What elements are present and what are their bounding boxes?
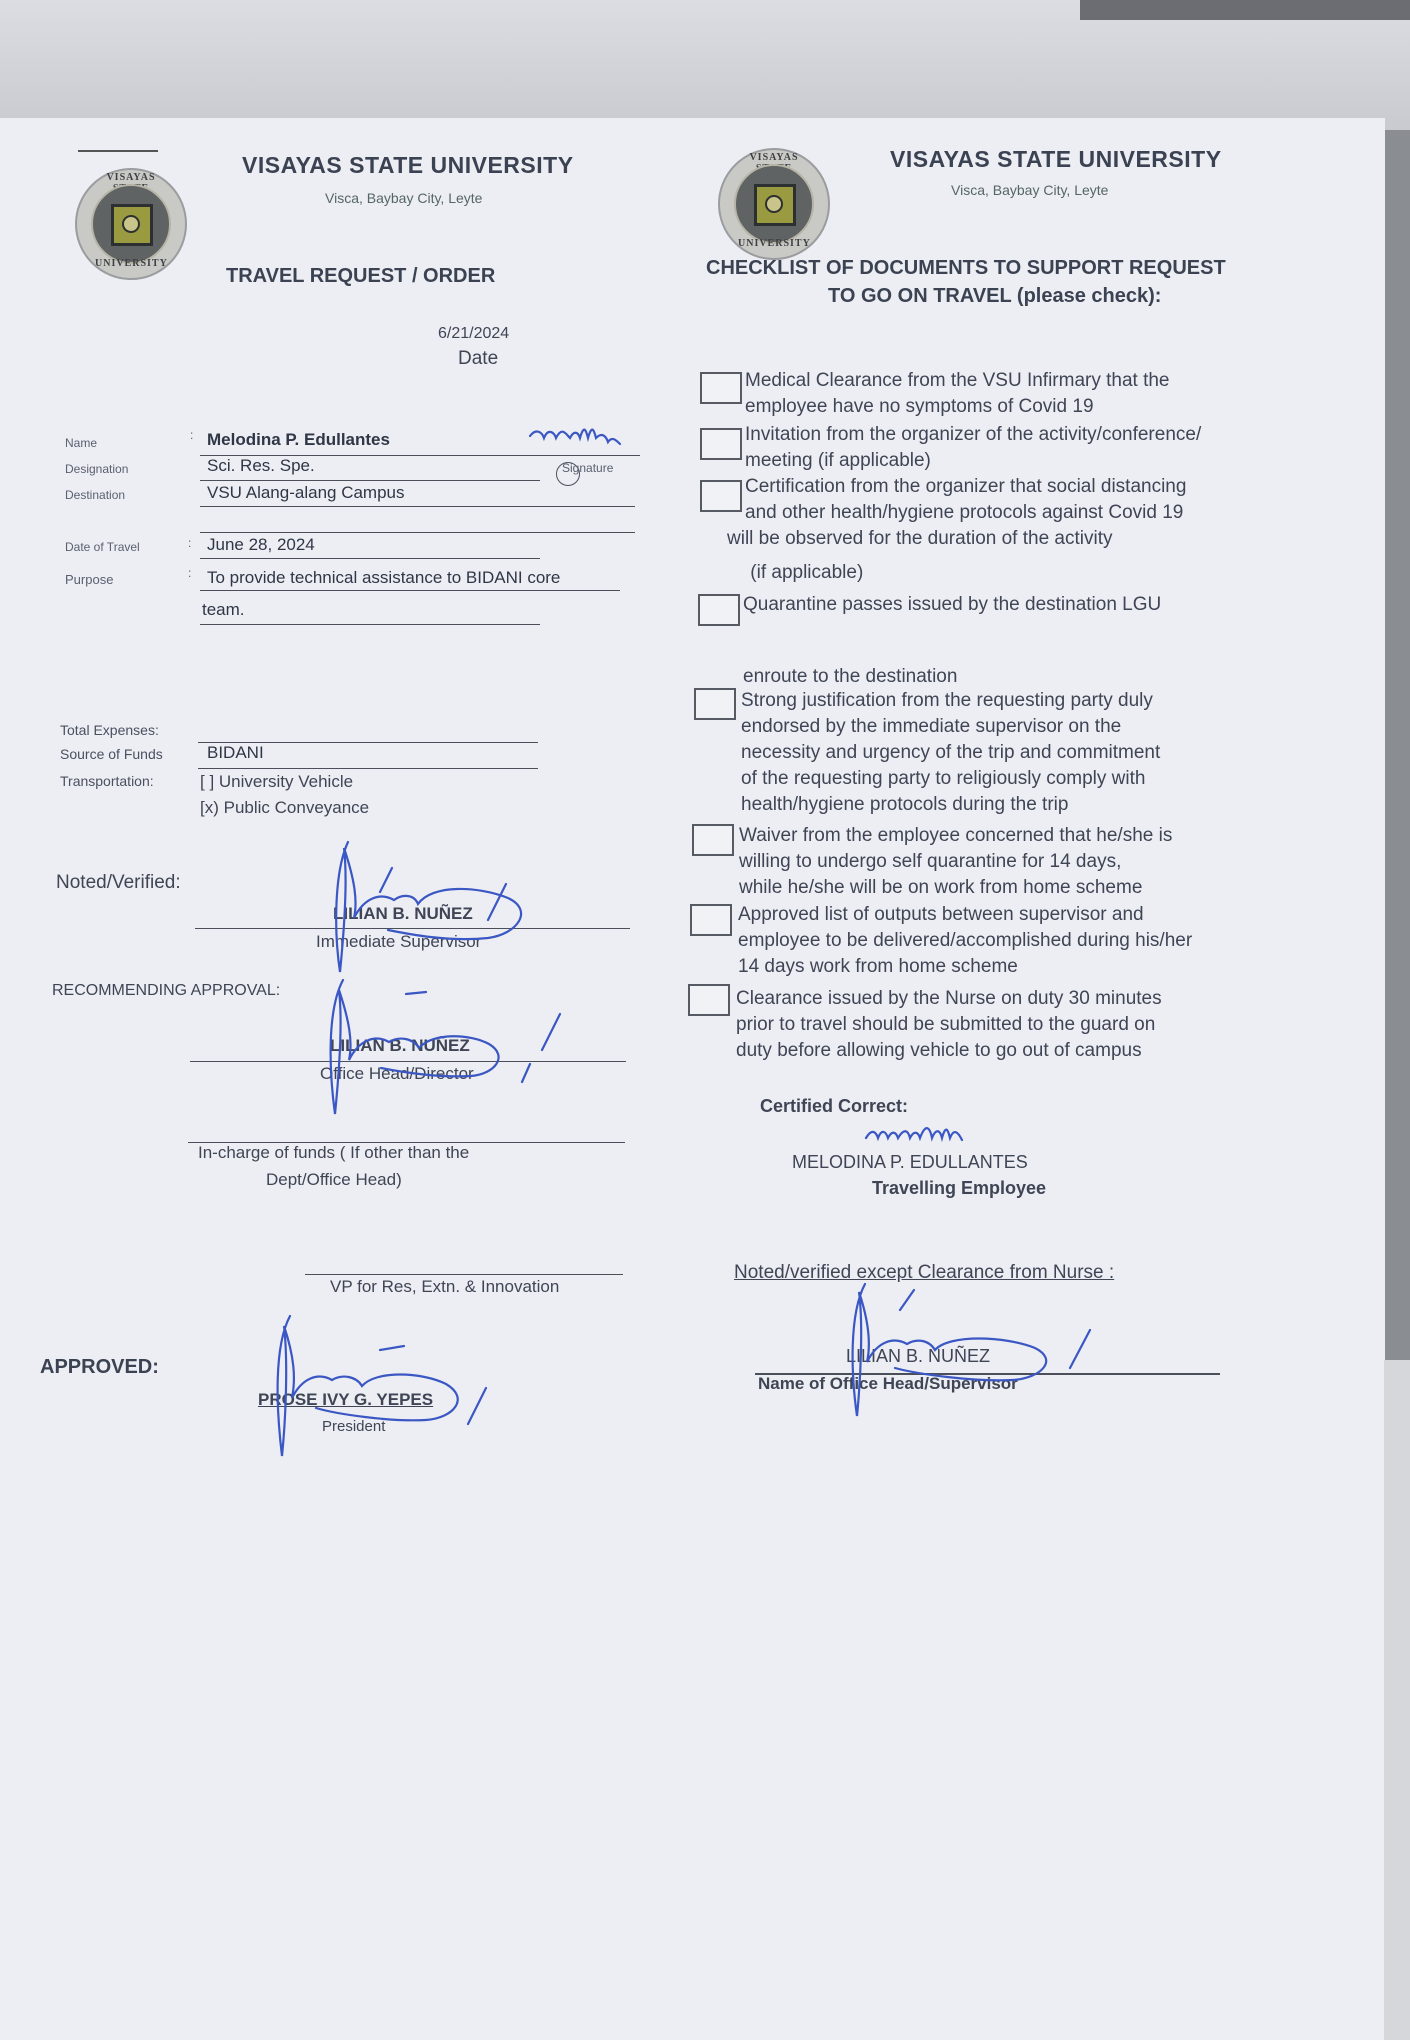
immediate-supervisor-title: Immediate Supervisor	[316, 932, 482, 951]
vp-title: VP for Res, Extn. & Innovation	[330, 1277, 560, 1296]
approved-label: APPROVED:	[40, 1356, 159, 1378]
office-head-name: LILIAN B. NUÑEZ	[330, 1036, 470, 1055]
checklist-item-line: of the requesting party to religiously comply with	[741, 768, 1146, 789]
office-supervisor-signature-stroke	[853, 1284, 1090, 1416]
certified-correct-label: Certified Correct:	[760, 1096, 909, 1116]
checklist-item-line: Quarantine passes issued by the destination LGU	[743, 594, 1162, 615]
checklist-item-line: willing to undergo self quarantine for 14 days,	[739, 851, 1122, 872]
university-address: Visca, Baybay City, Leyte	[325, 190, 483, 206]
checklist-item-line: employee to be delivered/accomplished during his/her	[738, 930, 1193, 951]
checklist-item-line: Clearance issued by the Nurse on duty 30 minutes	[736, 988, 1162, 1009]
transport-option-public-conveyance: [x) Public Conveyance	[200, 798, 370, 817]
name-value: Melodina P. Edullantes	[207, 430, 390, 449]
colon: :	[188, 566, 192, 580]
incharge-label-1: In-charge of funds ( If other than the	[198, 1143, 470, 1162]
seal-lettering: VISAYAS	[106, 172, 156, 183]
checklist-item-line: Approved list of outputs between supervisor and	[738, 904, 1144, 925]
date-of-travel-label: Date of Travel	[65, 540, 140, 554]
date-value: 6/21/2024	[438, 325, 510, 342]
destination-value: VSU Alang-alang Campus	[207, 483, 405, 502]
immediate-supervisor-name: LILIAN B. NUÑEZ	[333, 904, 473, 923]
checklist-item-line: Waiver from the employee concerned that he/she is	[739, 825, 1173, 846]
purpose-label: Purpose	[65, 572, 114, 587]
president-title: President	[322, 1418, 386, 1435]
designation-value: Sci. Res. Spe.	[207, 456, 315, 475]
name-signature-stroke	[530, 430, 620, 444]
checklist-item-line: (if applicable)	[745, 562, 864, 583]
colon: :	[188, 536, 192, 550]
purpose-value-2: team.	[202, 600, 245, 619]
checklist-item-line: endorsed by the immediate supervisor on the	[741, 716, 1122, 737]
university-name: VISAYAS STATE UNIVERSITY	[890, 146, 1222, 172]
checklist-item-line: Certification from the organizer that social distancing	[745, 476, 1187, 497]
employee-signature-stroke	[866, 1128, 962, 1140]
president-signature-stroke	[278, 1316, 486, 1456]
checklist-item-line: necessity and urgency of the trip and commitment	[741, 742, 1161, 763]
seal-lettering: VISAYAS	[749, 152, 799, 163]
purpose-value-1: To provide technical assistance to BIDANI core	[207, 568, 561, 587]
name-label: Name	[65, 436, 98, 450]
traveling-employee-name: MELODINA P. EDULLANTES	[792, 1152, 1028, 1172]
checklist-item-line: Invitation from the organizer of the activity/conference/	[745, 424, 1202, 445]
checklist-item-line: while he/she will be on work from home scheme	[739, 877, 1143, 898]
office-head-title: Office Head/Director	[320, 1064, 474, 1083]
checklist-item-line: Medical Clearance from the VSU Infirmary that the	[745, 370, 1170, 391]
noted-verified-label: Noted/Verified:	[56, 872, 181, 893]
university-address: Visca, Baybay City, Leyte	[951, 182, 1109, 198]
office-head-signature-stroke	[331, 980, 560, 1114]
source-of-funds-label: Source of Funds	[60, 746, 163, 762]
seal-lettering: UNIVERSITY	[738, 238, 811, 249]
supervisor-signature-stroke	[336, 842, 521, 972]
checklist-title-line-1: CHECKLIST OF DOCUMENTS TO SUPPORT REQUEST	[706, 257, 1226, 279]
seal-lettering: UNIVERSITY	[95, 258, 168, 269]
noted-verified-except-label: Noted/verified except Clearance from Nurse :	[734, 1262, 1115, 1283]
checklist-item-line: 14 days work from home scheme	[738, 956, 1018, 977]
office-supervisor-title: Name of Office Head/Supervisor	[758, 1374, 1018, 1393]
colon: :	[190, 428, 194, 442]
checklist-item-line: meeting (if applicable)	[745, 450, 931, 471]
designation-label: Designation	[65, 462, 129, 476]
checklist-item-line: employee have no symptoms of Covid 19	[745, 396, 1094, 417]
source-of-funds-value: BIDANI	[207, 743, 264, 762]
transport-option-university-vehicle: [ ] University Vehicle	[200, 772, 354, 791]
university-name: VISAYAS STATE UNIVERSITY	[242, 152, 574, 178]
form-title: TRAVEL REQUEST / ORDER	[226, 265, 496, 287]
transportation-label: Transportation:	[60, 773, 154, 789]
checklist-item-line: will be observed for the duration of the activity	[727, 528, 1113, 549]
signature-label: Signature	[562, 461, 614, 475]
checklist-item-line: enroute to the destination	[743, 666, 958, 687]
office-supervisor-name: LILIAN B. NUÑEZ	[846, 1346, 991, 1366]
checklist-item-line: prior to travel should be submitted to the guard on	[736, 1014, 1156, 1035]
traveling-employee-title: Travelling Employee	[872, 1178, 1047, 1198]
checklist-item-line: duty before allowing vehicle to go out of campus	[736, 1040, 1142, 1061]
checklist-item-line: Strong justification from the requesting party duly	[741, 690, 1153, 711]
date-label: Date	[458, 348, 499, 369]
checklist-item-line: and other health/hygiene protocols against Covid 19	[745, 502, 1184, 523]
checklist-title-line-2: TO GO ON TRAVEL (please check):	[828, 285, 1162, 307]
president-name: PROSE IVY G. YEPES	[258, 1390, 434, 1409]
destination-label: Destination	[65, 488, 126, 502]
incharge-label-2: Dept/Office Head)	[266, 1170, 402, 1189]
recommending-approval-label: RECOMMENDING APPROVAL:	[52, 982, 281, 999]
total-expenses-label: Total Expenses:	[60, 722, 159, 738]
checklist-item-line: health/hygiene protocols during the trip	[741, 794, 1069, 815]
date-of-travel-value: June 28, 2024	[207, 535, 315, 554]
